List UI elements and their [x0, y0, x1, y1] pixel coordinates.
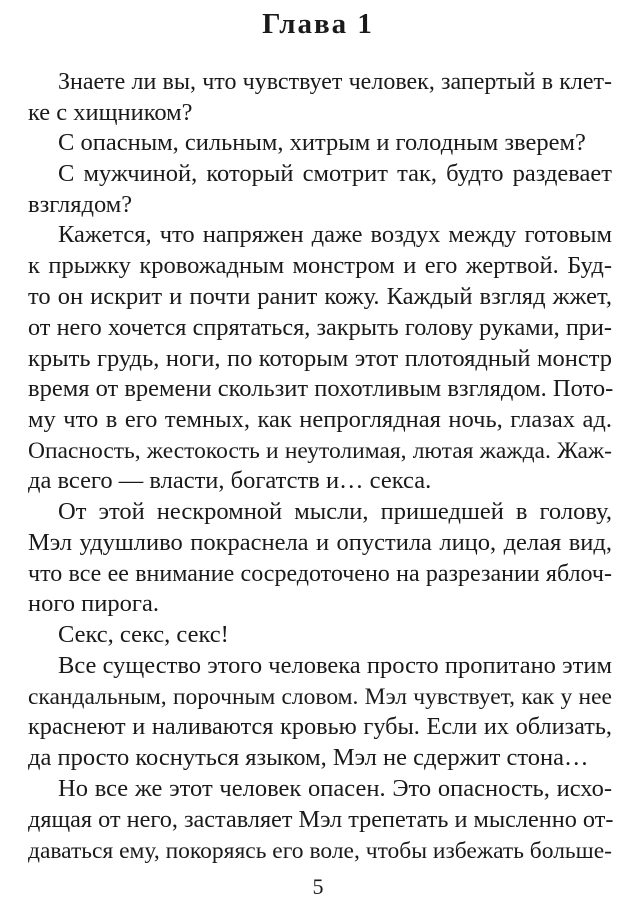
- text-line: крыть грудь, ноги, по которым этот плотоядный монстр: [28, 345, 612, 372]
- text-line: му что в его темных, как непроглядная ночь, глазах ад.: [28, 406, 612, 433]
- text-line: да просто коснуться языком, Мэл не сдержит стона…: [28, 744, 589, 771]
- text-line: С опасным, сильным, хитрым и голодным зверем?: [58, 129, 586, 156]
- text-line: к прыжку кровожадным монстром и его жертвой. Буд-: [28, 252, 612, 279]
- text-line: время от времени скользит похотливым взглядом. Пото-: [28, 375, 614, 402]
- text-line: что все ее внимание сосредоточено на разрезании яблоч-: [28, 561, 612, 587]
- text-line: ного пирога.: [28, 590, 159, 617]
- text-line: Мэл удушливо покраснела и опустила лицо, делая вид,: [28, 529, 612, 556]
- text-line: От этой нескромной мысли, пришедшей в голову,: [58, 498, 612, 525]
- text-line: С мужчиной, который смотрит так, будто раздевает: [58, 160, 612, 187]
- text-line: Кажется, что напряжен даже воздух между готовым: [58, 221, 612, 248]
- text-line: скандальным, порочным словом. Мэл чувствует, как у нее: [28, 684, 612, 710]
- text-line: даваться ему, покоряясь его воле, чтобы избежать больше-: [28, 838, 612, 864]
- text-line: дящая от него, заставляет Мэл трепетать и мысленно от-: [28, 806, 614, 833]
- text-line: взглядом?: [28, 191, 133, 218]
- text-line: Знаете ли вы, что чувствует человек, запертый в клет-: [58, 69, 612, 95]
- chapter-title: Глава 1: [262, 8, 374, 40]
- text-line: Опасность, жестокость и неутолимая, лютая жажда. Жаж-: [28, 438, 612, 464]
- page-number: 5: [312, 874, 324, 899]
- text-line: краснеют и наливаются кровью губы. Если их облизать,: [28, 713, 612, 740]
- text-line: Секс, секс, секс!: [58, 621, 229, 648]
- text-line: да всего — власти, богатств и… секса.: [28, 467, 432, 494]
- text-line: от него хочется спрятаться, закрыть голову руками, при-: [28, 314, 612, 341]
- text-line: ке с хищником?: [28, 99, 193, 126]
- text-line: Все существо этого человека просто пропитано этим: [58, 652, 612, 679]
- text-line: то он искрит и почти ранит кожу. Каждый взгляд жжет,: [28, 283, 612, 310]
- text-line: Но все же этот человек опасен. Это опасность, исхо-: [58, 775, 612, 802]
